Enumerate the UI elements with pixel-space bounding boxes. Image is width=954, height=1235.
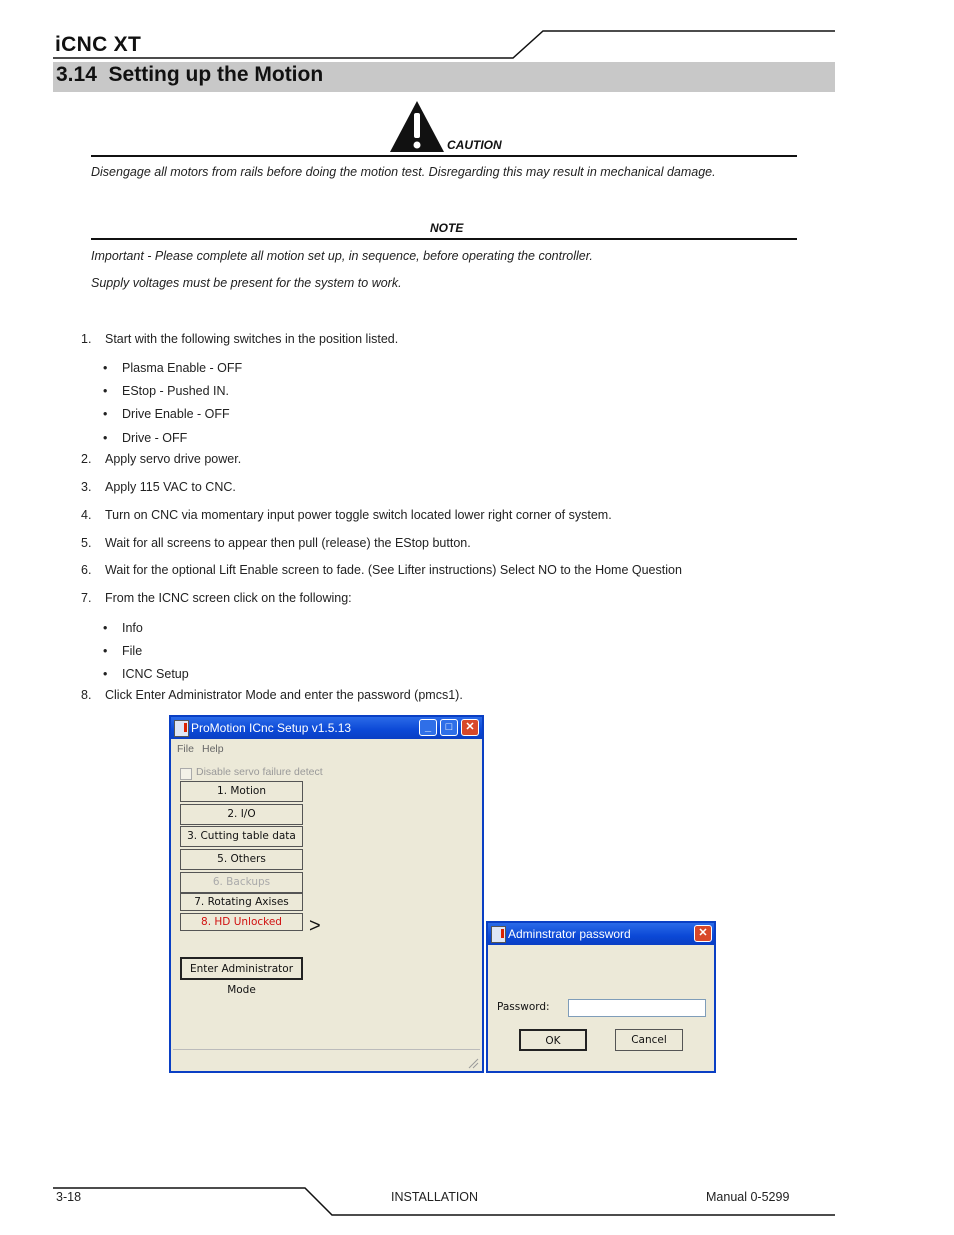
menu-path-item: • Info [103, 621, 143, 635]
step-1: 1. Start with the following switches in the position listed. [81, 332, 399, 346]
password-titlebar[interactable] [488, 923, 714, 945]
dialog-close-icon[interactable]: ✕ [694, 925, 712, 942]
setup-titlebar[interactable] [171, 717, 482, 739]
brand-title: iCNC XT [55, 33, 142, 56]
setup-window-title: ProMotion ICnc Setup v1.5.13 [191, 721, 352, 735]
cutting-table-button[interactable]: 3. Cutting table data [180, 826, 303, 847]
note-line-2: Supply voltages must be present for the system to work. [91, 276, 402, 290]
enter-admin-button[interactable]: Enter Administrator Mode [180, 957, 303, 980]
warning-icon [388, 99, 446, 154]
step-4: 4. Turn on CNC via momentary input power toggle switch located lower right corner of system. [81, 508, 612, 522]
others-button[interactable]: 5. Others [180, 849, 303, 870]
switch-item: • Plasma Enable - OFF [103, 361, 243, 375]
setup-window [169, 715, 484, 1073]
switch-item: • Drive - OFF [103, 431, 188, 445]
status-bar [173, 1049, 480, 1070]
caution-rule [91, 155, 797, 157]
step-6: 6. Wait for the optional Lift Enable screen to fade. (See Lifter instructions) Select NO to the Home Question [81, 563, 682, 577]
resize-grip-icon[interactable] [467, 1057, 479, 1069]
manual-number: Manual 0-5299 [706, 1190, 790, 1204]
note-label: NOTE [430, 221, 464, 235]
app-icon [174, 720, 189, 737]
switch-item: • EStop - Pushed IN. [103, 384, 230, 398]
header-decoration [0, 0, 954, 70]
section-title: 3.14 Setting up the Motion [56, 63, 324, 86]
dialog-app-icon [491, 926, 506, 943]
ok-button[interactable]: OK [519, 1029, 587, 1051]
step-2: 2. Apply servo drive power. [81, 452, 242, 466]
password-dialog-title: Adminstrator password [508, 927, 631, 941]
password-dialog [486, 921, 716, 1073]
page-number: 3-18 [56, 1190, 82, 1204]
step-5: 5. Wait for all screens to appear then pull (release) the EStop button. [81, 536, 471, 550]
backups-button[interactable]: 6. Backups [180, 872, 303, 893]
pointer-arrow: > [309, 915, 321, 937]
maximize-icon[interactable]: □ [440, 719, 458, 736]
close-icon[interactable]: ✕ [461, 719, 479, 736]
caution-text: Disengage all motors from rails before doing the motion test. Disregarding this may result in mechanical damage. [91, 165, 716, 179]
rotating-axises-button[interactable]: 7. Rotating Axises [180, 893, 303, 911]
menu-path-item: • File [103, 644, 143, 658]
minimize-icon[interactable]: _ [419, 719, 437, 736]
menu-path-item: • ICNC Setup [103, 667, 189, 681]
menu-help[interactable]: Help [202, 743, 224, 755]
io-button[interactable]: 2. I/O [180, 804, 303, 825]
cancel-button[interactable]: Cancel [615, 1029, 683, 1051]
chapter-name: INSTALLATION [391, 1190, 479, 1204]
step-3: 3. Apply 115 VAC to CNC. [81, 480, 236, 494]
hd-unlocked-button[interactable]: 8. HD Unlocked [180, 913, 303, 931]
motion-button[interactable]: 1. Motion [180, 781, 303, 802]
servo-failure-checkbox[interactable] [180, 768, 192, 780]
password-label: Password: [497, 1001, 550, 1013]
note-line-1: Important - Please complete all motion set up, in sequence, before operating the controller. [91, 249, 593, 263]
step-7: 7. From the ICNC screen click on the following: [81, 591, 352, 605]
caution-label: CAUTION [447, 138, 502, 152]
switch-item: • Drive Enable - OFF [103, 407, 230, 421]
password-input[interactable] [568, 999, 706, 1017]
servo-failure-label: Disable servo failure detect [196, 766, 323, 778]
note-rule [91, 238, 797, 240]
menu-file[interactable]: File [177, 743, 194, 755]
step-8: 8. Click Enter Administrator Mode and enter the password (pmcs1). [81, 688, 463, 702]
